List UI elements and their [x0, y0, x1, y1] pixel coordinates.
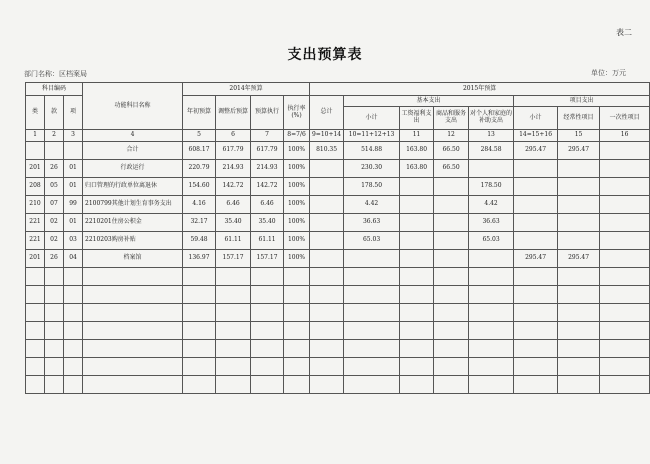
- table-cell: 04: [64, 250, 83, 268]
- table-cell: [310, 214, 344, 232]
- function-name-cell: 2210201住房公积金: [83, 214, 183, 232]
- table-cell: 26: [45, 160, 64, 178]
- table-cell: 01: [64, 178, 83, 196]
- table-cell: [26, 142, 45, 160]
- empty-cell: [83, 304, 183, 322]
- empty-cell: [64, 286, 83, 304]
- table-cell: 201: [26, 250, 45, 268]
- empty-cell: [83, 376, 183, 394]
- table-cell: [600, 232, 650, 250]
- empty-cell: [600, 304, 650, 322]
- table-cell: 230.30: [344, 160, 400, 178]
- table-cell: 100%: [284, 160, 310, 178]
- empty-cell: [64, 376, 83, 394]
- table-cell: 61.11: [216, 232, 251, 250]
- empty-cell: [284, 322, 310, 340]
- empty-cell: [183, 358, 216, 376]
- empty-cell: [600, 376, 650, 394]
- empty-cell: [26, 376, 45, 394]
- empty-cell: [310, 358, 344, 376]
- table-cell: [514, 178, 558, 196]
- empty-cell: [558, 286, 600, 304]
- table-cell: 608.17: [183, 142, 216, 160]
- table-cell: 163.80: [400, 160, 434, 178]
- empty-cell: [400, 340, 434, 358]
- empty-row: [26, 286, 650, 304]
- expenditure-budget-table: [25, 82, 650, 394]
- header-function-name: 功能科目名称: [83, 83, 183, 130]
- table-cell: 01: [64, 160, 83, 178]
- column-number: 7: [251, 130, 284, 142]
- empty-cell: [64, 268, 83, 286]
- table-cell: 100%: [284, 232, 310, 250]
- function-name-cell: 归口管理的行政单位离退休: [83, 178, 183, 196]
- empty-cell: [400, 268, 434, 286]
- empty-cell: [183, 376, 216, 394]
- table-cell: [600, 178, 650, 196]
- empty-cell: [183, 286, 216, 304]
- table-cell: 136.97: [183, 250, 216, 268]
- empty-cell: [251, 286, 284, 304]
- table-cell: [400, 178, 434, 196]
- table-cell: 4.16: [183, 196, 216, 214]
- table-cell: [45, 142, 64, 160]
- empty-cell: [514, 322, 558, 340]
- empty-cell: [558, 376, 600, 394]
- empty-cell: [434, 322, 469, 340]
- table-row: [26, 160, 650, 178]
- empty-cell: [45, 376, 64, 394]
- header-one-time: 一次性项目: [600, 107, 650, 130]
- table-cell: [558, 232, 600, 250]
- table-cell: [400, 214, 434, 232]
- column-number-row: [26, 130, 650, 142]
- empty-cell: [344, 286, 400, 304]
- empty-cell: [216, 376, 251, 394]
- empty-cell: [26, 358, 45, 376]
- table-cell: [400, 250, 434, 268]
- header-personal-family: 对个人和家庭的补助支出: [469, 107, 514, 130]
- table-cell: 32.17: [183, 214, 216, 232]
- header-recurring: 经常性项目: [558, 107, 600, 130]
- empty-cell: [284, 358, 310, 376]
- table-cell: 65.03: [469, 232, 514, 250]
- table-cell: 07: [45, 196, 64, 214]
- table-cell: 214.93: [251, 160, 284, 178]
- empty-cell: [558, 322, 600, 340]
- empty-cell: [310, 286, 344, 304]
- table-cell: 178.50: [344, 178, 400, 196]
- empty-cell: [434, 358, 469, 376]
- empty-cell: [514, 304, 558, 322]
- table-cell: 163.80: [400, 142, 434, 160]
- empty-cell: [600, 286, 650, 304]
- empty-cell: [469, 376, 514, 394]
- table-cell: [558, 178, 600, 196]
- table-cell: 295.47: [558, 142, 600, 160]
- empty-cell: [469, 322, 514, 340]
- empty-cell: [45, 304, 64, 322]
- table-cell: 02: [45, 232, 64, 250]
- empty-cell: [310, 268, 344, 286]
- empty-cell: [251, 304, 284, 322]
- empty-cell: [183, 304, 216, 322]
- empty-cell: [469, 268, 514, 286]
- empty-cell: [45, 340, 64, 358]
- empty-cell: [310, 304, 344, 322]
- table-cell: 617.79: [216, 142, 251, 160]
- table-cell: 35.40: [216, 214, 251, 232]
- header-subject-code: 科目编码: [26, 83, 83, 96]
- table-cell: [434, 196, 469, 214]
- empty-cell: [284, 304, 310, 322]
- empty-cell: [469, 304, 514, 322]
- empty-cell: [344, 322, 400, 340]
- table-cell: [434, 250, 469, 268]
- column-number: 5: [183, 130, 216, 142]
- empty-cell: [45, 358, 64, 376]
- table-cell: 514.88: [344, 142, 400, 160]
- empty-cell: [251, 322, 284, 340]
- table-cell: 03: [64, 232, 83, 250]
- table-cell: [64, 142, 83, 160]
- empty-cell: [434, 286, 469, 304]
- empty-cell: [600, 358, 650, 376]
- empty-cell: [64, 358, 83, 376]
- column-number: 10=11+12+13: [344, 130, 400, 142]
- table-cell: 208: [26, 178, 45, 196]
- table-cell: 4.42: [344, 196, 400, 214]
- column-number: 2: [45, 130, 64, 142]
- table-cell: 100%: [284, 250, 310, 268]
- table-cell: 221: [26, 214, 45, 232]
- table-cell: 154.60: [183, 178, 216, 196]
- empty-cell: [434, 376, 469, 394]
- column-number: 6: [216, 130, 251, 142]
- empty-cell: [216, 358, 251, 376]
- empty-cell: [469, 340, 514, 358]
- table-cell: 617.79: [251, 142, 284, 160]
- table-cell: [514, 160, 558, 178]
- table-cell: 36.63: [469, 214, 514, 232]
- column-number: 11: [400, 130, 434, 142]
- empty-cell: [310, 322, 344, 340]
- empty-cell: [45, 286, 64, 304]
- header-row-1: [26, 83, 650, 96]
- empty-cell: [26, 286, 45, 304]
- empty-cell: [434, 304, 469, 322]
- table-cell: 36.63: [344, 214, 400, 232]
- empty-cell: [183, 322, 216, 340]
- empty-cell: [64, 322, 83, 340]
- table-cell: [310, 160, 344, 178]
- empty-cell: [600, 268, 650, 286]
- empty-cell: [83, 322, 183, 340]
- table-cell: 210: [26, 196, 45, 214]
- table-cell: 295.47: [558, 250, 600, 268]
- empty-cell: [400, 376, 434, 394]
- column-number: 1: [26, 130, 45, 142]
- empty-cell: [216, 268, 251, 286]
- empty-row: [26, 304, 650, 322]
- empty-cell: [469, 358, 514, 376]
- empty-cell: [45, 322, 64, 340]
- table-cell: [600, 160, 650, 178]
- empty-cell: [558, 358, 600, 376]
- table-cell: 157.17: [216, 250, 251, 268]
- empty-cell: [400, 286, 434, 304]
- page-title: 支出预算表: [287, 47, 363, 63]
- table-cell: [434, 214, 469, 232]
- header-budget-2014: 2014年预算: [183, 83, 310, 96]
- empty-cell: [344, 268, 400, 286]
- function-name-cell: 2100799其他计划生育事务支出: [83, 196, 183, 214]
- empty-row: [26, 340, 650, 358]
- table-cell: [558, 160, 600, 178]
- column-number: 3: [64, 130, 83, 142]
- empty-cell: [514, 286, 558, 304]
- table-cell: [310, 232, 344, 250]
- empty-cell: [344, 358, 400, 376]
- table-cell: 810.35: [310, 142, 344, 160]
- table-cell: 142.72: [216, 178, 251, 196]
- header-goods-services: 商品和服务支出: [434, 107, 469, 130]
- table-cell: 201: [26, 160, 45, 178]
- empty-cell: [310, 340, 344, 358]
- table-cell: [600, 196, 650, 214]
- table-cell: [514, 196, 558, 214]
- empty-cell: [83, 358, 183, 376]
- table-cell: 4.42: [469, 196, 514, 214]
- empty-cell: [284, 376, 310, 394]
- unit-label: 单位：万元: [591, 69, 626, 77]
- table-row: [26, 196, 650, 214]
- table-cell: [558, 214, 600, 232]
- empty-cell: [251, 340, 284, 358]
- table-cell: 35.40: [251, 214, 284, 232]
- table-cell: [600, 214, 650, 232]
- empty-cell: [558, 304, 600, 322]
- empty-cell: [344, 376, 400, 394]
- column-number: 13: [469, 130, 514, 142]
- empty-cell: [310, 376, 344, 394]
- empty-cell: [558, 340, 600, 358]
- empty-cell: [284, 340, 310, 358]
- empty-row: [26, 376, 650, 394]
- empty-cell: [434, 268, 469, 286]
- empty-cell: [469, 286, 514, 304]
- function-name-cell: 2210203购房补贴: [83, 232, 183, 250]
- empty-cell: [558, 268, 600, 286]
- department-label: 部门名称：区档案局: [24, 70, 87, 78]
- table-cell: [514, 214, 558, 232]
- empty-cell: [183, 268, 216, 286]
- table-cell: 295.47: [514, 142, 558, 160]
- table-cell: 59.48: [183, 232, 216, 250]
- table-cell: 66.50: [434, 160, 469, 178]
- header-execution-rate: 执行率(%): [284, 96, 310, 130]
- header-budget-2015: 2015年预算: [310, 83, 650, 96]
- header-item: 项: [64, 96, 83, 130]
- function-name-cell: 合计: [83, 142, 183, 160]
- page-tag: 表二: [616, 28, 632, 37]
- table-cell: 142.72: [251, 178, 284, 196]
- header-basic-expense: 基本支出: [344, 96, 514, 107]
- table-cell: [344, 250, 400, 268]
- table-cell: 6.46: [216, 196, 251, 214]
- column-number: 16: [600, 130, 650, 142]
- empty-cell: [26, 340, 45, 358]
- empty-cell: [600, 340, 650, 358]
- header-adjusted-budget: 调整后预算: [216, 96, 251, 130]
- table-cell: 66.50: [434, 142, 469, 160]
- empty-cell: [284, 268, 310, 286]
- empty-cell: [216, 340, 251, 358]
- empty-cell: [251, 358, 284, 376]
- table-cell: 284.58: [469, 142, 514, 160]
- column-number: 8=7/6: [284, 130, 310, 142]
- empty-cell: [344, 304, 400, 322]
- table-cell: [600, 250, 650, 268]
- table-cell: 100%: [284, 178, 310, 196]
- table-cell: 295.47: [514, 250, 558, 268]
- header-project-subtotal: 小计: [514, 107, 558, 130]
- header-section: 款: [45, 96, 64, 130]
- empty-cell: [45, 268, 64, 286]
- table-cell: 157.17: [251, 250, 284, 268]
- table-cell: [310, 178, 344, 196]
- table-cell: 99: [64, 196, 83, 214]
- empty-cell: [26, 322, 45, 340]
- table-cell: [600, 142, 650, 160]
- empty-cell: [284, 286, 310, 304]
- empty-cell: [64, 340, 83, 358]
- table-cell: 100%: [284, 214, 310, 232]
- empty-cell: [83, 268, 183, 286]
- empty-cell: [216, 322, 251, 340]
- empty-cell: [26, 304, 45, 322]
- table-cell: 214.93: [216, 160, 251, 178]
- header-basic-subtotal: 小计: [344, 107, 400, 130]
- table-cell: 6.46: [251, 196, 284, 214]
- column-number: 14=15+16: [514, 130, 558, 142]
- table-cell: 178.50: [469, 178, 514, 196]
- table-cell: [310, 196, 344, 214]
- header-project-expense: 项目支出: [514, 96, 650, 107]
- table-cell: [469, 160, 514, 178]
- table-cell: 100%: [284, 196, 310, 214]
- table-cell: [400, 196, 434, 214]
- table-cell: [434, 178, 469, 196]
- empty-cell: [64, 304, 83, 322]
- header-initial-budget: 年初预算: [183, 96, 216, 130]
- function-name-cell: 行政运行: [83, 160, 183, 178]
- empty-row: [26, 358, 650, 376]
- table-row: [26, 178, 650, 196]
- table-cell: 61.11: [251, 232, 284, 250]
- table-row: [26, 142, 650, 160]
- empty-cell: [400, 358, 434, 376]
- empty-row: [26, 268, 650, 286]
- table-cell: [310, 250, 344, 268]
- table-cell: 05: [45, 178, 64, 196]
- empty-cell: [434, 340, 469, 358]
- table-cell: 221: [26, 232, 45, 250]
- empty-cell: [400, 322, 434, 340]
- header-salary-welfare: 工资福利支出: [400, 107, 434, 130]
- column-number: 12: [434, 130, 469, 142]
- table-row: [26, 214, 650, 232]
- empty-cell: [514, 358, 558, 376]
- table-cell: 02: [45, 214, 64, 232]
- table-cell: 65.03: [344, 232, 400, 250]
- table-cell: 100%: [284, 142, 310, 160]
- empty-cell: [216, 286, 251, 304]
- empty-cell: [514, 268, 558, 286]
- table-cell: [400, 232, 434, 250]
- table-cell: [434, 232, 469, 250]
- empty-cell: [216, 304, 251, 322]
- column-number: 9=10+14: [310, 130, 344, 142]
- table-cell: 01: [64, 214, 83, 232]
- function-name-cell: 档案馆: [83, 250, 183, 268]
- table-cell: [469, 250, 514, 268]
- empty-cell: [183, 340, 216, 358]
- header-budget-execution: 预算执行: [251, 96, 284, 130]
- empty-cell: [251, 268, 284, 286]
- table-row: [26, 232, 650, 250]
- table-cell: 220.79: [183, 160, 216, 178]
- empty-cell: [514, 340, 558, 358]
- empty-cell: [600, 322, 650, 340]
- column-number: 15: [558, 130, 600, 142]
- empty-cell: [83, 340, 183, 358]
- header-total: 总计: [310, 96, 344, 130]
- table-row: [26, 250, 650, 268]
- column-number: 4: [83, 130, 183, 142]
- empty-cell: [400, 304, 434, 322]
- empty-cell: [83, 286, 183, 304]
- table-cell: [558, 196, 600, 214]
- table-cell: 26: [45, 250, 64, 268]
- empty-cell: [514, 376, 558, 394]
- empty-row: [26, 322, 650, 340]
- empty-cell: [251, 376, 284, 394]
- header-class: 类: [26, 96, 45, 130]
- empty-cell: [344, 340, 400, 358]
- table-cell: [514, 232, 558, 250]
- empty-cell: [26, 268, 45, 286]
